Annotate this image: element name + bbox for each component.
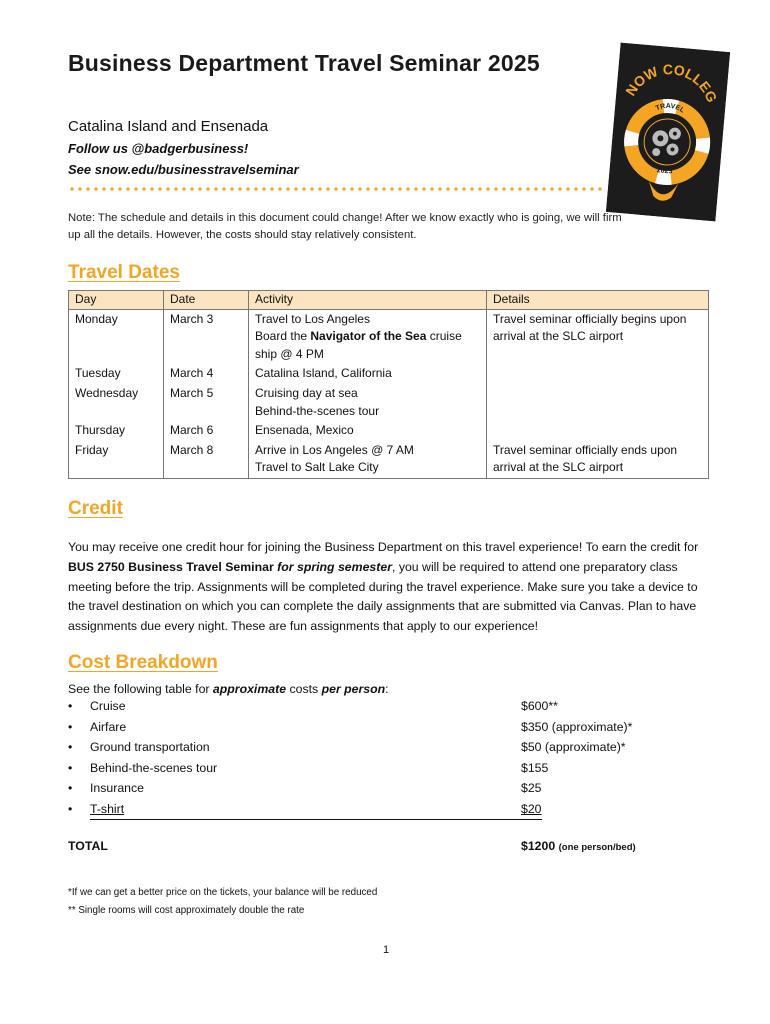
cost-label: Behind-the-scenes tour bbox=[90, 760, 218, 775]
cost-label: Ground transportation bbox=[90, 740, 210, 755]
date-cell: March 8 bbox=[164, 441, 249, 479]
follow-us-text: Follow us @badgerbusiness! bbox=[68, 141, 249, 156]
day-cell: Wednesday bbox=[69, 384, 164, 421]
details-cell bbox=[487, 421, 709, 441]
snow-college-travel-logo bbox=[606, 43, 730, 222]
bullet-icon: • bbox=[68, 699, 73, 713]
table-row bbox=[69, 309, 709, 364]
page-number: 1 bbox=[383, 944, 390, 956]
total-note: (one person/bed) bbox=[558, 842, 636, 853]
dotted-divider bbox=[68, 186, 603, 192]
logo-seminar-text: SEMINAR bbox=[708, 131, 722, 162]
cost-value: $50 (approximate)* bbox=[521, 740, 626, 755]
logo-college-name: SNOW COLLEGE bbox=[622, 61, 721, 105]
details-cell: Travel seminar officially ends upon arrival at the SLC airport bbox=[487, 441, 709, 479]
column-header-activity: Activity bbox=[249, 291, 487, 310]
table-row bbox=[69, 364, 709, 384]
travel-dates-heading: Travel Dates bbox=[68, 262, 180, 283]
table-row bbox=[69, 384, 709, 421]
list-item bbox=[68, 720, 648, 741]
intro-emphasis: approximate bbox=[212, 682, 287, 696]
details-cell: Travel seminar officially begins upon arrival at the SLC airport bbox=[487, 309, 709, 364]
bullet-icon: • bbox=[68, 719, 73, 734]
semester-text: for spring semester bbox=[273, 559, 392, 574]
cost-value: $155 bbox=[521, 760, 549, 775]
footnote-1: *If we can get a better price on the tickets, your balance will be reduced bbox=[68, 887, 378, 898]
date-cell: March 5 bbox=[164, 384, 249, 421]
logo-year-text: 2025 bbox=[656, 167, 673, 176]
cost-label: Airfare bbox=[90, 719, 127, 734]
cost-value: $350 (approximate)* bbox=[521, 719, 633, 734]
activity-cell bbox=[249, 309, 487, 364]
column-header-details: Details bbox=[487, 291, 709, 310]
cost-list bbox=[68, 699, 648, 823]
activity-line: Arrive in Los Angeles @ 7 AM bbox=[255, 442, 414, 457]
course-name: BUS 2750 Business Travel Seminar bbox=[68, 559, 274, 574]
activity-line: Ensenada, Mexico bbox=[255, 423, 354, 438]
details-cell bbox=[487, 384, 709, 421]
total-value bbox=[521, 839, 636, 853]
table-header-row bbox=[69, 291, 709, 310]
credit-text: , you will be required to attend one preparatory class meeting before the trip. Assignments will be completed during the travel experience. Make sure you take a device to the travel destination on which you can complete the daily assignments that are submitted via Canvas. Plan to have assignments due every night. These are fun assignments that apply to our experience! bbox=[68, 559, 698, 634]
activity-line: Cruising day at sea bbox=[255, 385, 358, 400]
bullet-icon: • bbox=[68, 781, 73, 796]
cost-value: $25 bbox=[521, 781, 542, 796]
cost-intro bbox=[68, 682, 389, 696]
ship-name: Navigator of the Sea bbox=[310, 329, 427, 344]
page-title: Business Department Travel Seminar 2025 bbox=[68, 50, 540, 76]
cost-label: Cruise bbox=[90, 699, 126, 713]
bullet-icon: • bbox=[68, 740, 73, 755]
activity-line bbox=[255, 328, 480, 363]
date-cell: March 6 bbox=[164, 421, 249, 441]
cost-label: T-shirt bbox=[90, 801, 125, 816]
bullet-icon: • bbox=[68, 801, 73, 816]
details-cell bbox=[487, 364, 709, 384]
footnote-2: ** Single rooms will cost approximately double the rate bbox=[68, 905, 305, 916]
date-cell: March 3 bbox=[164, 309, 249, 364]
activity-text: cruise ship @ 4 PM bbox=[255, 329, 462, 361]
travel-schedule-table bbox=[68, 290, 709, 479]
date-cell: March 4 bbox=[164, 364, 249, 384]
intro-text: See the following table for bbox=[68, 682, 213, 696]
activity-text: Board the bbox=[255, 329, 311, 344]
day-cell: Friday bbox=[69, 441, 164, 479]
table-row bbox=[69, 441, 709, 479]
cost-breakdown-heading: Cost Breakdown bbox=[68, 652, 218, 673]
column-header-date: Date bbox=[164, 291, 249, 310]
credit-paragraph bbox=[68, 538, 713, 637]
activity-cell bbox=[249, 384, 487, 421]
bullet-icon: • bbox=[68, 760, 73, 775]
cost-value: $20 bbox=[521, 801, 542, 816]
activity-line: Catalina Island, California bbox=[255, 366, 392, 381]
day-cell: Tuesday bbox=[69, 364, 164, 384]
list-item bbox=[68, 699, 648, 720]
activity-cell bbox=[249, 421, 487, 441]
page-subtitle: Catalina Island and Ensenada bbox=[68, 118, 269, 135]
cost-value: $600** bbox=[521, 699, 558, 713]
credit-text: You may receive one credit hour for joining the Business Department on this travel experience! To earn the credit for bbox=[68, 540, 699, 554]
logo-business-text: BUSINESS bbox=[613, 120, 625, 154]
logo-travel-text: TRAVEL bbox=[654, 102, 686, 115]
list-item bbox=[68, 781, 648, 802]
website-text: See snow.edu/businesstravelseminar bbox=[68, 162, 299, 177]
credit-heading: Credit bbox=[68, 498, 123, 519]
activity-line: Travel to Salt Lake City bbox=[255, 460, 379, 475]
schedule-note: Note: The schedule and details in this document could change! After we know exactly who is going, we will firm up all the details. However, the costs should stay relatively consistent. bbox=[68, 212, 622, 241]
activity-cell bbox=[249, 364, 487, 384]
activity-line: Behind-the-scenes tour bbox=[255, 403, 380, 418]
list-item bbox=[68, 761, 648, 782]
activity-line: Travel to Los Angeles bbox=[255, 311, 370, 326]
table-row bbox=[69, 421, 709, 441]
cost-underline bbox=[90, 819, 542, 820]
intro-text: : bbox=[385, 682, 389, 696]
activity-cell bbox=[249, 441, 487, 479]
intro-emphasis: per person bbox=[321, 682, 386, 696]
column-header-day: Day bbox=[69, 291, 164, 310]
day-cell: Monday bbox=[69, 309, 164, 364]
list-item bbox=[68, 740, 648, 761]
total-label: TOTAL bbox=[68, 839, 108, 853]
intro-text: costs bbox=[286, 682, 322, 696]
day-cell: Thursday bbox=[69, 421, 164, 441]
cost-label: Insurance bbox=[90, 781, 145, 796]
total-amount: $1200 bbox=[521, 839, 556, 853]
